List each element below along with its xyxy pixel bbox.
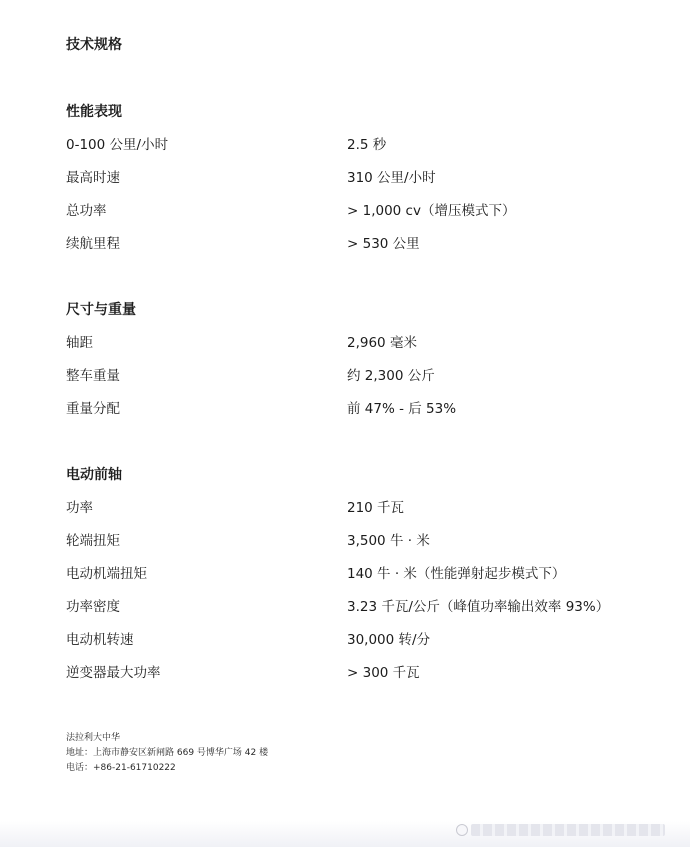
section-title-dimensions-weight: 尺寸与重量 [66,302,136,318]
company-phone: 电话：+86-21-61710222 [66,763,176,773]
spec-row [66,135,626,155]
spec-label: 整车重量 [66,368,120,384]
spec-row [66,498,626,518]
section-title-electric-front-axle: 电动前轴 [66,467,122,483]
spec-row [66,597,626,617]
spec-value: > 1,000 cv（增压模式下） [347,203,516,219]
spec-value: 140 牛 · 米（性能弹射起步模式下） [347,566,566,582]
spec-row [66,201,626,221]
company-name: 法拉利大中华 [66,733,121,743]
spec-value: 2,960 毫米 [347,335,417,351]
spec-label: 电动机转速 [66,632,134,648]
spec-row [66,663,626,683]
spec-label: 功率密度 [66,599,120,615]
spec-row [66,564,626,584]
spec-value: 3.23 千瓦/公斤（峰值功率输出效率 93%） [347,599,610,615]
spec-row [66,399,626,419]
company-address: 地址：上海市静安区新闸路 669 号博华广场 42 楼 [66,748,269,758]
watermark-mark [471,824,665,836]
spec-value: 310 公里/小时 [347,170,436,186]
spec-value: 前 47% - 后 53% [347,401,457,417]
section-title-performance: 性能表现 [66,104,122,120]
spec-label: 轮端扭矩 [66,533,120,549]
spec-value: > 300 千瓦 [347,665,420,681]
spec-value: 2.5 秒 [347,137,387,153]
spec-label: 轴距 [66,335,93,351]
spec-value: 约 2,300 公斤 [347,368,435,384]
spec-row [66,531,626,551]
spec-label: 功率 [66,500,93,516]
document-title: 技术规格 [66,37,122,53]
spec-value: 30,000 转/分 [347,632,431,648]
spec-label: 最高时速 [66,170,120,186]
watermark-logo-icon [456,824,468,836]
spec-value: 210 千瓦 [347,500,405,516]
spec-label: 逆变器最大功率 [66,665,161,681]
spec-label: 0-100 公里/小时 [66,137,169,153]
watermark [456,824,665,836]
spec-row [66,333,626,353]
spec-value: 3,500 牛 · 米 [347,533,430,549]
spec-label: 重量分配 [66,401,120,417]
spec-row [66,366,626,386]
spec-row [66,630,626,650]
spec-label: 总功率 [66,203,107,219]
spec-label: 电动机端扭矩 [66,566,147,582]
contact-footer [66,731,268,776]
spec-value: > 530 公里 [347,236,420,252]
spec-row [66,234,626,254]
spec-label: 续航里程 [66,236,120,252]
spec-row [66,168,626,188]
